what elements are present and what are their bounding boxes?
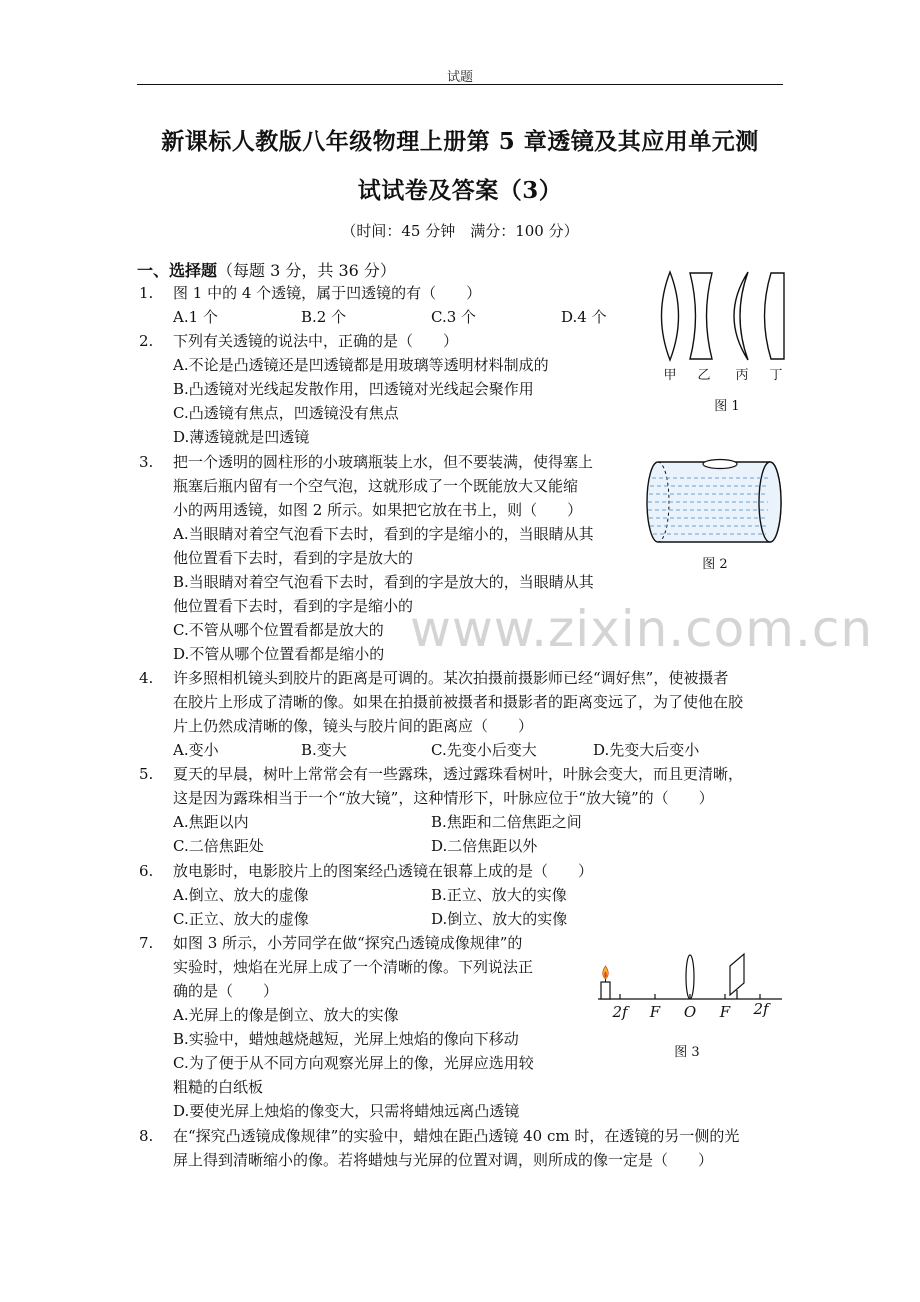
option-d: D.倒立、放大的实像 <box>431 910 568 928</box>
page-header: 试题 <box>446 70 473 85</box>
option-c: C.凸透镜有焦点，凹透镜没有焦点 <box>173 404 399 422</box>
option-d: D.先变大后变小 <box>593 741 700 759</box>
option-b: B.当眼睛对着空气泡看下去时，看到的字是放大的，当眼睛从其 <box>173 573 594 591</box>
question-text: 下列有关透镜的说法中，正确的是（ ） <box>173 332 459 350</box>
question-2 <box>173 329 549 449</box>
lens-label-jia: 甲 <box>663 368 677 383</box>
header-rule <box>137 84 783 85</box>
question-number: 8. <box>139 1127 154 1145</box>
option-a: A.倒立、放大的虚像 <box>173 886 309 904</box>
figure-2-caption: 图 2 <box>702 557 728 572</box>
option-a: A.变小 <box>173 741 219 759</box>
option-d: D.薄透镜就是凹透镜 <box>173 428 310 446</box>
question-number: 2. <box>139 332 154 350</box>
option-b: B.焦距和二倍焦距之间 <box>431 813 582 831</box>
exam-time-score: （时间：45 分钟 满分：100 分） <box>341 222 579 240</box>
question-text-line: 在胶片上形成了清晰的像。如果在拍摄前被摄者和摄影者的距离变远了，为了使他在胶 <box>173 693 744 711</box>
question-number: 1. <box>139 284 154 302</box>
page-title-line-1: 新课标人教版八年级物理上册第 5 章透镜及其应用单元测 <box>161 128 759 155</box>
question-text: 放电影时，电影胶片上的图案经凸透镜在银幕上成的是（ ） <box>173 862 594 880</box>
section-heading <box>137 258 396 281</box>
figure-1-lenses <box>648 268 788 368</box>
axis-label-f-left: F <box>649 1003 661 1021</box>
section-note: （每题 3 分，共 36 分） <box>217 261 396 280</box>
option-c: C.为了便于从不同方向观察光屏上的像，光屏应选用较 <box>173 1054 534 1072</box>
question-text: 图 1 中的 4 个透镜，属于凹透镜的有（ ） <box>173 284 482 302</box>
axis-label-f-right: F <box>719 1003 731 1021</box>
option-c: C.二倍焦距处 <box>173 837 264 855</box>
option-a: A.焦距以内 <box>173 813 249 831</box>
option-b: B.凸透镜对光线起发散作用，凹透镜对光线起会聚作用 <box>173 380 534 398</box>
option-c: C.先变小后变大 <box>431 741 537 759</box>
question-text-line: 片上仍然成清晰的像，镜头与胶片间的距离应（ ） <box>173 717 534 735</box>
section-title: 一、选择题 <box>137 261 218 280</box>
figure-2-bottle <box>640 456 785 548</box>
option-b: B.2 个 <box>301 308 347 326</box>
watermark: www.zixin.com.cn <box>410 600 874 658</box>
option-c: C.3 个 <box>431 308 477 326</box>
question-text-line: 实验时，烛焰在光屏上成了一个清晰的像。下列说法正 <box>173 958 534 976</box>
option-d: D.二倍焦距以外 <box>431 837 538 855</box>
question-1-options <box>173 305 613 329</box>
figure-3-caption: 图 3 <box>674 1045 700 1060</box>
lens-label-ding: 丁 <box>769 368 783 383</box>
option-d: D.不管从哪个位置看都是缩小的 <box>173 645 385 663</box>
meniscus-lens-bing <box>734 272 748 360</box>
question-text-line: 屏上得到清晰缩小的像。若将蜡烛与光屏的位置对调，则所成的像一定是（ ） <box>173 1151 714 1169</box>
option-c: C.不管从哪个位置看都是放大的 <box>173 621 384 639</box>
option-a: A.光屏上的像是倒立、放大的实像 <box>173 1006 399 1024</box>
candle <box>601 982 610 999</box>
question-6 <box>173 859 593 883</box>
question-text-line: 把一个透明的圆柱形的小玻璃瓶装上水，但不要装满，使得塞上 <box>173 453 594 471</box>
question-text-line: 确的是（ ） <box>173 982 279 1000</box>
page-title-line-2: 试试卷及答案（3） <box>357 177 563 204</box>
question-text-line: 瓶塞后瓶内留有一个空气泡，这就形成了一个既能放大又能缩 <box>173 477 579 495</box>
option-d: D.要使光屏上烛焰的像变大，只需将蜡烛远离凸透镜 <box>173 1102 520 1120</box>
question-number: 7. <box>139 934 154 952</box>
lens-label-bing: 丙 <box>735 368 749 383</box>
lens-label-yi: 乙 <box>697 368 711 383</box>
question-text-line: 在“探究凸透镜成像规律”的实验中，蜡烛在距凸透镜 40 cm 时，在透镜的另一侧的光 <box>173 1127 740 1145</box>
plano-convex-lens-ding <box>765 273 785 359</box>
convex-lens <box>686 955 694 999</box>
question-8 <box>173 1124 739 1172</box>
axis-label-2f-right: 2f <box>753 1000 769 1018</box>
convex-lens-jia <box>662 272 679 360</box>
option-d: D.4 个 <box>561 308 607 326</box>
question-text-line: 许多照相机镜头到胶片的距离是可调的。某次拍摄前摄影师已经“调好焦”，使被摄者 <box>173 669 729 687</box>
question-number: 3. <box>139 453 154 471</box>
axis-label-o: O <box>683 1003 697 1021</box>
option-a: A.当眼睛对着空气泡看下去时，看到的字是缩小的，当眼睛从其 <box>173 525 594 543</box>
question-number: 4. <box>139 669 154 687</box>
figure-1-caption: 图 1 <box>714 399 740 414</box>
question-6-options <box>173 883 733 931</box>
question-4-options <box>173 738 733 762</box>
question-number: 6. <box>139 862 154 880</box>
option-a: A.1 个 <box>173 308 218 326</box>
option-b-cont: 他位置看下去时，看到的字是缩小的 <box>173 597 414 615</box>
question-4 <box>173 666 743 738</box>
option-b: B.正立、放大的实像 <box>431 886 567 904</box>
question-text-line: 如图 3 所示，小芳同学在做“探究凸透镜成像规律”的 <box>173 934 523 952</box>
question-7 <box>173 931 534 1123</box>
option-c: C.正立、放大的虚像 <box>173 910 309 928</box>
option-b: B.实验中，蜡烛越烧越短，光屏上烛焰的像向下移动 <box>173 1030 519 1048</box>
question-text-line: 小的两用透镜，如图 2 所示。如果把它放在书上，则（ ） <box>173 501 583 519</box>
question-5 <box>173 762 743 810</box>
option-a: A.不论是凸透镜还是凹透镜都是用玻璃等透明材料制成的 <box>173 356 549 374</box>
light-screen <box>730 954 744 995</box>
concave-lens-yi <box>690 273 712 359</box>
option-a-cont: 他位置看下去时，看到的字是放大的 <box>173 549 414 567</box>
question-5-options <box>173 810 733 858</box>
question-text-line: 这是因为露珠相当于一个“放大镜”，这种情形下，叶脉应位于“放大镜”的（ ） <box>173 789 714 807</box>
question-number: 5. <box>139 765 154 783</box>
option-b: B.变大 <box>301 741 347 759</box>
option-c-cont: 粗糙的白纸板 <box>173 1078 264 1096</box>
question-text-line: 夏天的早晨，树叶上常常会有一些露珠，透过露珠看树叶，叶脉会变大，而且更清晰， <box>173 765 744 783</box>
axis-label-2f-left: 2f <box>612 1003 628 1021</box>
question-1 <box>173 281 481 305</box>
air-bubble <box>703 460 737 469</box>
